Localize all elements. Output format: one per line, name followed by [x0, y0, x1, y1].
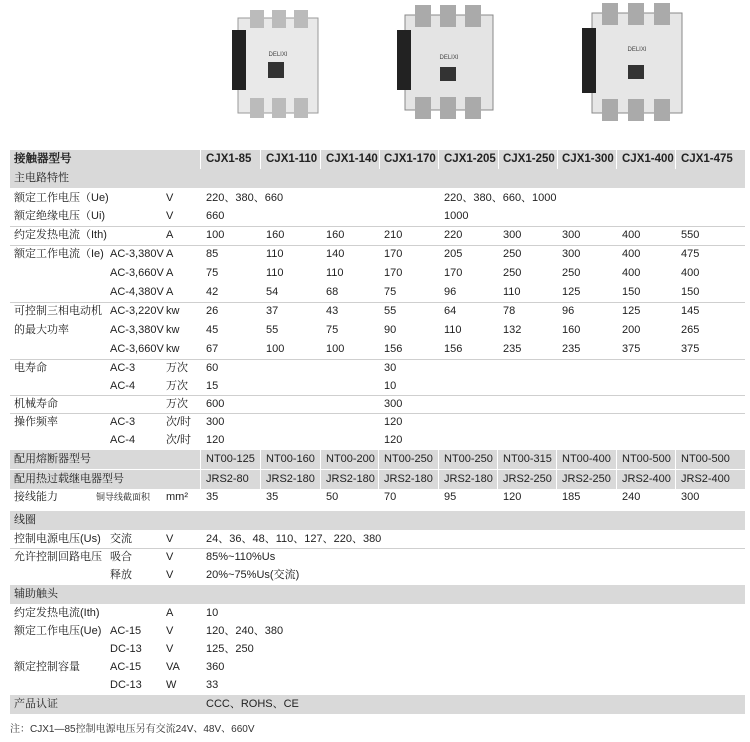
value: NT00-160 — [266, 453, 315, 465]
value: 43 — [326, 305, 339, 317]
unit: 次/时 — [166, 416, 192, 428]
value: 100 — [206, 229, 225, 241]
value: 300 — [562, 229, 581, 241]
value: 26 — [206, 305, 219, 317]
value: 110 — [326, 267, 344, 279]
value: JRS2-180 — [384, 473, 433, 485]
value: 400 — [681, 267, 700, 279]
value: NT00-250 — [444, 453, 493, 465]
brand-text: DELIXI — [627, 47, 647, 53]
table-row — [10, 264, 745, 283]
table-row — [10, 566, 745, 585]
value: NT00-250 — [384, 453, 433, 465]
value: 78 — [503, 305, 516, 317]
condition: AC-4 — [110, 380, 136, 392]
row-label: 的最大功率 — [14, 324, 69, 336]
value: NT00-500 — [681, 453, 730, 465]
unit: V — [166, 643, 174, 655]
unit: V — [166, 192, 174, 204]
condition: AC-3,220V — [110, 305, 164, 317]
condition: AC-3,660V — [110, 267, 164, 279]
value: 120 — [384, 416, 403, 428]
value: 64 — [444, 305, 457, 317]
value: 120 — [384, 434, 403, 446]
value: 235 — [562, 343, 581, 355]
value: 35 — [266, 491, 279, 503]
table-row — [10, 413, 745, 432]
row-label: 产品认证 — [14, 698, 58, 710]
value: 170 — [444, 267, 463, 279]
value: 55 — [384, 305, 397, 317]
value: JRS2-400 — [681, 473, 730, 485]
row-label: 配用热过载继电器型号 — [14, 473, 124, 485]
value: 160 — [266, 229, 285, 241]
product-images — [0, 0, 750, 140]
value: 400 — [622, 267, 641, 279]
value: 150 — [681, 286, 700, 298]
row-label: 额定工作电压(Ue) — [14, 625, 102, 637]
value: 42 — [206, 286, 219, 298]
value: JRS2-250 — [503, 473, 552, 485]
unit: A — [166, 286, 174, 298]
value: 170 — [384, 248, 403, 260]
value: 55 — [266, 324, 279, 336]
value: 110 — [266, 267, 284, 279]
unit: 万次 — [166, 380, 188, 392]
value: 160 — [562, 324, 581, 336]
value: 600 — [206, 398, 225, 410]
model-col: CJX1-205 — [444, 153, 496, 165]
value: 96 — [562, 305, 575, 317]
table-row — [10, 207, 745, 226]
row-label: 额定绝缘电压（Ui) — [14, 210, 106, 222]
value: 140 — [326, 248, 345, 260]
unit: V — [166, 210, 174, 222]
model-col: CJX1-85 — [206, 153, 252, 165]
value: 1000 — [444, 210, 469, 222]
model-col: CJX1-110 — [266, 153, 318, 165]
table-row-cert — [10, 695, 745, 714]
table-row — [10, 548, 745, 567]
unit: kw — [166, 343, 180, 355]
value: 85 — [206, 248, 219, 260]
value: 68 — [326, 286, 339, 298]
condition: AC-3,380V — [110, 248, 164, 260]
model-col: CJX1-475 — [681, 153, 733, 165]
value: CCC、ROHS、CE — [206, 698, 299, 710]
row-label: 接线能力 — [14, 491, 58, 503]
table-row-wiring — [10, 488, 745, 510]
motor-block — [10, 302, 745, 359]
value: JRS2-180 — [326, 473, 375, 485]
table-row-relay — [10, 470, 745, 489]
value: 265 — [681, 324, 700, 336]
value: 220 — [444, 229, 463, 241]
condition: AC-3 — [110, 362, 136, 374]
footnote: 注：CJX1—85控制电源电压另有交流24V、48V、660V — [10, 724, 255, 735]
condition: 铜导线截面积 — [96, 492, 151, 502]
value: 120 — [503, 491, 522, 503]
value: 250 — [503, 248, 522, 260]
condition: AC-4,380V — [110, 286, 164, 298]
ie-block — [10, 245, 745, 302]
value: 96 — [444, 286, 457, 298]
table-row — [10, 245, 745, 264]
value: 37 — [266, 305, 279, 317]
value: 120 — [206, 434, 225, 446]
value: 54 — [266, 286, 279, 298]
table-row — [10, 226, 745, 245]
section-title: 线圈 — [14, 514, 36, 526]
brand-text: DELIXI — [268, 52, 288, 58]
header-label: 接触器型号 — [14, 153, 72, 165]
contactor-image-small — [230, 10, 325, 120]
value: 550 — [681, 229, 700, 241]
table-row — [10, 658, 745, 677]
value: 475 — [681, 248, 700, 260]
value: 75 — [206, 267, 219, 279]
value: 110 — [444, 324, 462, 336]
table-row — [10, 377, 745, 396]
value: 45 — [206, 324, 219, 336]
unit: VA — [166, 661, 180, 673]
value: 75 — [326, 324, 339, 336]
table-row — [10, 359, 745, 378]
unit: V — [166, 569, 174, 581]
unit: V — [166, 533, 174, 545]
condition: AC-3,380V — [110, 324, 164, 336]
model-col: CJX1-250 — [503, 153, 555, 165]
condition: AC-15 — [110, 661, 142, 673]
section-title: 辅助触头 — [14, 588, 58, 600]
value: NT00-125 — [206, 453, 255, 465]
condition: AC-15 — [110, 625, 142, 637]
row-label: 额定工作电压（Ue) — [14, 192, 109, 204]
value: 250 — [503, 267, 522, 279]
value: 375 — [622, 343, 641, 355]
contactor-image-medium — [395, 5, 500, 120]
model-col: CJX1-170 — [384, 153, 436, 165]
value: 185 — [562, 491, 581, 503]
value: NT00-400 — [562, 453, 611, 465]
value: 90 — [384, 324, 397, 336]
model-col: CJX1-140 — [326, 153, 378, 165]
value: 145 — [681, 305, 700, 317]
table-row — [10, 395, 745, 414]
row-label: 约定发热电流（Ith) — [14, 229, 107, 241]
condition: AC-4 — [110, 434, 136, 446]
table-row — [10, 640, 745, 659]
value: 95 — [444, 491, 457, 503]
condition: 吸合 — [110, 551, 132, 563]
table-row-fuse — [10, 450, 745, 469]
unit: A — [166, 248, 174, 260]
brand-text: DELIXI — [439, 55, 459, 61]
value: 110 — [266, 248, 284, 260]
value: 67 — [206, 343, 219, 355]
value: 150 — [622, 286, 641, 298]
row-label: 可控制三相电动机 — [14, 305, 102, 317]
unit: A — [166, 229, 174, 241]
unit: 万次 — [166, 362, 188, 374]
value: 30 — [384, 362, 397, 374]
value: 125 — [562, 286, 581, 298]
table-header-row — [10, 150, 745, 169]
value: 15 — [206, 380, 219, 392]
value: 210 — [384, 229, 403, 241]
condition: 释放 — [110, 569, 132, 581]
row-label: 额定工作电流（Ie) — [14, 248, 104, 260]
value: JRS2-180 — [266, 473, 315, 485]
value: 200 — [622, 324, 641, 336]
unit: A — [166, 267, 174, 279]
row-label: 机械寿命 — [14, 398, 58, 410]
unit: V — [166, 551, 174, 563]
condition: 交流 — [110, 533, 132, 545]
model-col: CJX1-300 — [562, 153, 614, 165]
value: NT00-200 — [326, 453, 375, 465]
row-label: 允许控制回路电压 — [14, 551, 102, 563]
table-row — [10, 189, 745, 208]
value: 205 — [444, 248, 463, 260]
section-coil — [10, 511, 745, 530]
table-row — [10, 321, 745, 340]
value: 20%~75%Us(交流) — [206, 569, 300, 581]
value: 156 — [444, 343, 463, 355]
table-row — [10, 302, 745, 321]
value: 125、250 — [206, 643, 254, 655]
value: 60 — [206, 362, 219, 374]
unit: 万次 — [166, 398, 188, 410]
table-row — [10, 604, 745, 623]
contactor-image-large — [580, 3, 690, 123]
unit: A — [166, 607, 174, 619]
section-main-circuit — [10, 169, 745, 188]
table-row — [10, 283, 745, 302]
table-row — [10, 530, 745, 549]
condition: AC-3,660V — [110, 343, 164, 355]
row-label: 配用熔断器型号 — [14, 453, 91, 465]
row-label: 约定发热电流(Ith) — [14, 607, 100, 619]
value: 120、240、380 — [206, 625, 284, 637]
value: 33 — [206, 679, 219, 691]
table-row — [10, 340, 745, 359]
value: 250 — [562, 267, 581, 279]
section-aux — [10, 585, 745, 604]
model-col: CJX1-400 — [622, 153, 674, 165]
condition: DC-13 — [110, 679, 142, 691]
row-label: 控制电源电压(Us) — [14, 533, 101, 545]
value: 75 — [384, 286, 397, 298]
value: 400 — [622, 248, 641, 260]
condition: AC-3 — [110, 416, 136, 428]
value: 300 — [503, 229, 522, 241]
unit: mm² — [166, 491, 188, 503]
value: JRS2-80 — [206, 473, 249, 485]
value: NT00-315 — [503, 453, 552, 465]
section-title: 主电路特性 — [14, 172, 69, 184]
value: 100 — [326, 343, 345, 355]
value: 50 — [326, 491, 339, 503]
table-row — [10, 431, 745, 450]
value: JRS2-400 — [622, 473, 671, 485]
value: 85%~110%Us — [206, 551, 276, 563]
row-label: 电寿命 — [14, 362, 47, 374]
unit: kw — [166, 324, 180, 336]
table-row — [10, 622, 745, 641]
value: 10 — [206, 607, 219, 619]
value: 132 — [503, 324, 522, 336]
unit: V — [166, 625, 174, 637]
value: 400 — [622, 229, 641, 241]
unit: kw — [166, 305, 180, 317]
value: 160 — [326, 229, 345, 241]
value: 156 — [384, 343, 403, 355]
value: 300 — [206, 416, 225, 428]
value: 170 — [384, 267, 403, 279]
value: 300 — [681, 491, 700, 503]
value: 100 — [266, 343, 285, 355]
table-row — [10, 676, 745, 695]
value: JRS2-180 — [444, 473, 493, 485]
value: 220、380、660 — [206, 192, 284, 204]
condition: DC-13 — [110, 643, 142, 655]
unit: 次/时 — [166, 434, 192, 446]
value: 660 — [206, 210, 225, 222]
value: 220、380、660、1000 — [444, 192, 557, 204]
value: 10 — [384, 380, 397, 392]
value: 240 — [622, 491, 641, 503]
value: 35 — [206, 491, 219, 503]
unit: W — [166, 679, 177, 691]
row-label: 额定控制容量 — [14, 661, 80, 673]
value: 360 — [206, 661, 225, 673]
value: NT00-500 — [622, 453, 671, 465]
value: 300 — [384, 398, 403, 410]
value: 125 — [622, 305, 641, 317]
row-label: 操作频率 — [14, 416, 58, 428]
value: 24、36、48、110、127、220、380 — [206, 533, 382, 545]
value: JRS2-250 — [562, 473, 611, 485]
value: 375 — [681, 343, 700, 355]
value: 235 — [503, 343, 522, 355]
value: 110 — [503, 286, 521, 298]
value: 300 — [562, 248, 581, 260]
value: 70 — [384, 491, 397, 503]
